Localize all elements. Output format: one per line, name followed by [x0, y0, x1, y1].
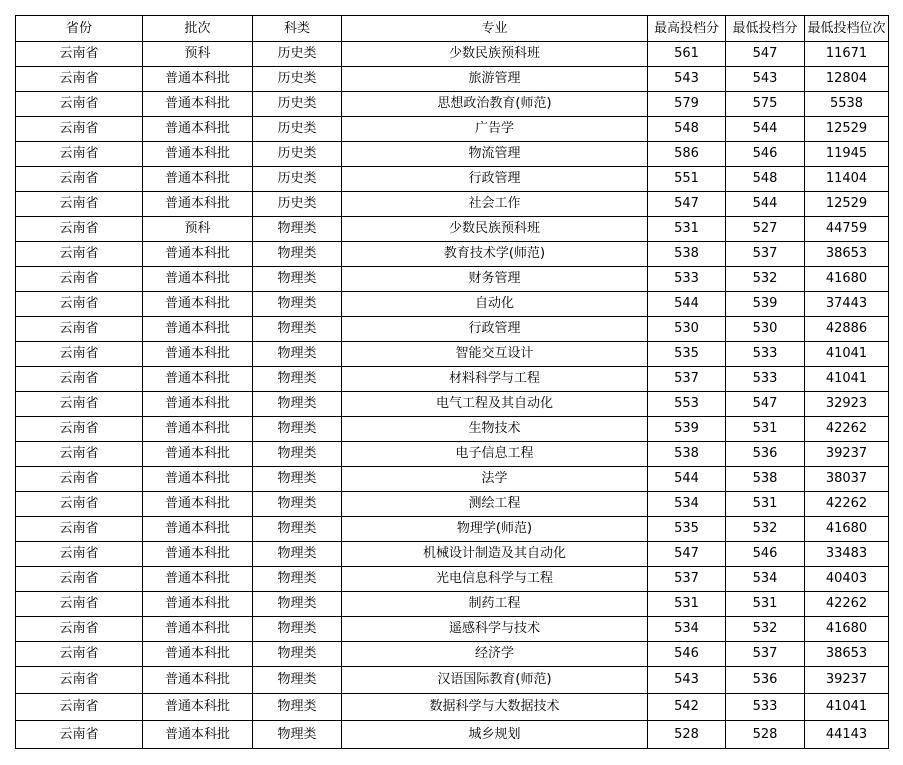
cell-major: 汉语国际教育(师范) — [342, 667, 648, 694]
cell-province: 云南省 — [16, 642, 143, 667]
cell-category: 历史类 — [253, 192, 342, 217]
cell-category: 物理类 — [253, 442, 342, 467]
table-row — [16, 192, 889, 217]
cell-batch: 普通本科批 — [143, 292, 253, 317]
cell-major: 行政管理 — [342, 317, 648, 342]
cell-min-rank: 37443 — [805, 292, 889, 317]
cell-min-score: 537 — [726, 642, 805, 667]
cell-province: 云南省 — [16, 492, 143, 517]
cell-province: 云南省 — [16, 192, 143, 217]
cell-province: 云南省 — [16, 617, 143, 642]
cell-max-score: 537 — [648, 367, 726, 392]
cell-province: 云南省 — [16, 342, 143, 367]
cell-max-score: 543 — [648, 667, 726, 694]
cell-min-rank: 42886 — [805, 317, 889, 342]
cell-major: 思想政治教育(师范) — [342, 92, 648, 117]
table-row — [16, 442, 889, 467]
cell-category: 物理类 — [253, 292, 342, 317]
cell-max-score: 548 — [648, 117, 726, 142]
cell-major: 光电信息科学与工程 — [342, 567, 648, 592]
cell-max-score: 579 — [648, 92, 726, 117]
cell-major: 旅游管理 — [342, 67, 648, 92]
cell-province: 云南省 — [16, 417, 143, 442]
cell-max-score: 553 — [648, 392, 726, 417]
cell-min-score: 531 — [726, 492, 805, 517]
cell-max-score: 538 — [648, 242, 726, 267]
cell-major: 自动化 — [342, 292, 648, 317]
cell-min-score: 544 — [726, 117, 805, 142]
cell-min-score: 547 — [726, 42, 805, 67]
cell-batch: 普通本科批 — [143, 617, 253, 642]
cell-min-rank: 39237 — [805, 667, 889, 694]
cell-min-rank: 12804 — [805, 67, 889, 92]
cell-min-score: 538 — [726, 467, 805, 492]
cell-min-rank: 38037 — [805, 467, 889, 492]
cell-min-score: 532 — [726, 267, 805, 292]
cell-province: 云南省 — [16, 217, 143, 242]
cell-min-rank: 44759 — [805, 217, 889, 242]
cell-category: 物理类 — [253, 317, 342, 342]
cell-min-score: 575 — [726, 92, 805, 117]
cell-batch: 普通本科批 — [143, 694, 253, 721]
cell-major: 财务管理 — [342, 267, 648, 292]
cell-min-score: 544 — [726, 192, 805, 217]
cell-major: 广告学 — [342, 117, 648, 142]
cell-province: 云南省 — [16, 42, 143, 67]
cell-major: 教育技术学(师范) — [342, 242, 648, 267]
cell-category: 历史类 — [253, 142, 342, 167]
cell-batch: 普通本科批 — [143, 342, 253, 367]
cell-min-score: 548 — [726, 167, 805, 192]
cell-batch: 普通本科批 — [143, 242, 253, 267]
cell-max-score: 547 — [648, 192, 726, 217]
cell-min-score: 533 — [726, 694, 805, 721]
cell-province: 云南省 — [16, 442, 143, 467]
cell-category: 物理类 — [253, 342, 342, 367]
cell-province: 云南省 — [16, 542, 143, 567]
cell-batch: 普通本科批 — [143, 317, 253, 342]
cell-category: 历史类 — [253, 92, 342, 117]
table-row — [16, 342, 889, 367]
cell-min-score: 527 — [726, 217, 805, 242]
cell-min-score: 536 — [726, 667, 805, 694]
cell-province: 云南省 — [16, 592, 143, 617]
cell-major: 测绘工程 — [342, 492, 648, 517]
cell-min-score: 533 — [726, 342, 805, 367]
cell-province: 云南省 — [16, 167, 143, 192]
cell-min-score: 532 — [726, 517, 805, 542]
cell-min-score: 536 — [726, 442, 805, 467]
cell-major: 物理学(师范) — [342, 517, 648, 542]
cell-max-score: 543 — [648, 67, 726, 92]
cell-batch: 普通本科批 — [143, 667, 253, 694]
table-row — [16, 367, 889, 392]
cell-min-score: 528 — [726, 721, 805, 749]
cell-min-rank: 41680 — [805, 517, 889, 542]
cell-min-score: 537 — [726, 242, 805, 267]
cell-min-rank: 38653 — [805, 642, 889, 667]
cell-batch: 普通本科批 — [143, 492, 253, 517]
cell-min-rank: 11945 — [805, 142, 889, 167]
cell-min-score: 543 — [726, 67, 805, 92]
cell-min-score: 534 — [726, 567, 805, 592]
cell-batch: 普通本科批 — [143, 67, 253, 92]
cell-min-rank: 40403 — [805, 567, 889, 592]
table-row — [16, 92, 889, 117]
cell-category: 物理类 — [253, 517, 342, 542]
cell-max-score: 547 — [648, 542, 726, 567]
cell-province: 云南省 — [16, 317, 143, 342]
cell-category: 历史类 — [253, 117, 342, 142]
cell-province: 云南省 — [16, 694, 143, 721]
cell-major: 机械设计制造及其自动化 — [342, 542, 648, 567]
cell-batch: 预科 — [143, 42, 253, 67]
cell-province: 云南省 — [16, 567, 143, 592]
cell-max-score: 544 — [648, 292, 726, 317]
cell-category: 物理类 — [253, 592, 342, 617]
table-row — [16, 467, 889, 492]
cell-category: 物理类 — [253, 542, 342, 567]
cell-province: 云南省 — [16, 292, 143, 317]
cell-max-score: 546 — [648, 642, 726, 667]
table-row — [16, 617, 889, 642]
cell-major: 少数民族预科班 — [342, 217, 648, 242]
cell-batch: 普通本科批 — [143, 642, 253, 667]
cell-category: 物理类 — [253, 642, 342, 667]
cell-min-rank: 42262 — [805, 592, 889, 617]
cell-category: 物理类 — [253, 392, 342, 417]
cell-category: 物理类 — [253, 467, 342, 492]
cell-category: 物理类 — [253, 217, 342, 242]
cell-batch: 普通本科批 — [143, 542, 253, 567]
cell-major: 数据科学与大数据技术 — [342, 694, 648, 721]
cell-category: 物理类 — [253, 721, 342, 749]
cell-batch: 普通本科批 — [143, 567, 253, 592]
cell-category: 物理类 — [253, 567, 342, 592]
cell-min-score: 547 — [726, 392, 805, 417]
table-row — [16, 417, 889, 442]
cell-major: 少数民族预科班 — [342, 42, 648, 67]
cell-min-rank: 42262 — [805, 417, 889, 442]
cell-major: 制药工程 — [342, 592, 648, 617]
cell-min-rank: 44143 — [805, 721, 889, 749]
cell-min-rank: 12529 — [805, 192, 889, 217]
cell-province: 云南省 — [16, 667, 143, 694]
cell-max-score: 531 — [648, 217, 726, 242]
cell-category: 物理类 — [253, 617, 342, 642]
cell-max-score: 533 — [648, 267, 726, 292]
cell-province: 云南省 — [16, 467, 143, 492]
header-max-score: 最高投档分 — [648, 16, 726, 42]
table-row — [16, 317, 889, 342]
cell-min-rank: 11671 — [805, 42, 889, 67]
cell-max-score: 535 — [648, 342, 726, 367]
cell-major: 电气工程及其自动化 — [342, 392, 648, 417]
table-body — [16, 42, 889, 749]
cell-major: 生物技术 — [342, 417, 648, 442]
cell-min-score: 531 — [726, 417, 805, 442]
cell-category: 历史类 — [253, 67, 342, 92]
table-row — [16, 142, 889, 167]
header-major: 专业 — [342, 16, 648, 42]
cell-min-rank: 32923 — [805, 392, 889, 417]
header-row — [16, 16, 889, 42]
table-row — [16, 242, 889, 267]
cell-batch: 普通本科批 — [143, 442, 253, 467]
cell-category: 物理类 — [253, 367, 342, 392]
table-row — [16, 267, 889, 292]
table-row — [16, 567, 889, 592]
cell-province: 云南省 — [16, 367, 143, 392]
cell-province: 云南省 — [16, 117, 143, 142]
table-row — [16, 694, 889, 721]
table-row — [16, 642, 889, 667]
table-row — [16, 392, 889, 417]
table-row — [16, 667, 889, 694]
cell-max-score: 534 — [648, 617, 726, 642]
cell-batch: 普通本科批 — [143, 417, 253, 442]
cell-batch: 普通本科批 — [143, 117, 253, 142]
cell-min-score: 531 — [726, 592, 805, 617]
cell-batch: 普通本科批 — [143, 467, 253, 492]
table-row — [16, 492, 889, 517]
cell-min-rank: 42262 — [805, 492, 889, 517]
cell-batch: 普通本科批 — [143, 367, 253, 392]
cell-batch: 普通本科批 — [143, 92, 253, 117]
cell-major: 电子信息工程 — [342, 442, 648, 467]
cell-min-rank: 39237 — [805, 442, 889, 467]
cell-max-score: 561 — [648, 42, 726, 67]
cell-max-score: 537 — [648, 567, 726, 592]
cell-max-score: 530 — [648, 317, 726, 342]
cell-province: 云南省 — [16, 67, 143, 92]
cell-min-score: 530 — [726, 317, 805, 342]
cell-min-rank: 38653 — [805, 242, 889, 267]
table-row — [16, 517, 889, 542]
cell-min-rank: 41680 — [805, 617, 889, 642]
cell-max-score: 586 — [648, 142, 726, 167]
cell-batch: 预科 — [143, 217, 253, 242]
header-batch: 批次 — [143, 16, 253, 42]
cell-batch: 普通本科批 — [143, 392, 253, 417]
cell-major: 社会工作 — [342, 192, 648, 217]
cell-province: 云南省 — [16, 517, 143, 542]
cell-major: 智能交互设计 — [342, 342, 648, 367]
cell-category: 物理类 — [253, 694, 342, 721]
cell-max-score: 535 — [648, 517, 726, 542]
cell-major: 遥感科学与技术 — [342, 617, 648, 642]
cell-max-score: 542 — [648, 694, 726, 721]
cell-min-rank: 41041 — [805, 367, 889, 392]
cell-category: 历史类 — [253, 167, 342, 192]
header-province: 省份 — [16, 16, 143, 42]
cell-min-score: 532 — [726, 617, 805, 642]
cell-category: 物理类 — [253, 667, 342, 694]
cell-min-score: 533 — [726, 367, 805, 392]
cell-min-rank: 5538 — [805, 92, 889, 117]
cell-batch: 普通本科批 — [143, 517, 253, 542]
cell-batch: 普通本科批 — [143, 267, 253, 292]
cell-major: 材料科学与工程 — [342, 367, 648, 392]
table-row — [16, 292, 889, 317]
table-row — [16, 167, 889, 192]
cell-category: 物理类 — [253, 492, 342, 517]
cell-min-rank: 11404 — [805, 167, 889, 192]
cell-max-score: 538 — [648, 442, 726, 467]
table-row — [16, 217, 889, 242]
admission-scores-table — [15, 15, 889, 749]
cell-min-rank: 12529 — [805, 117, 889, 142]
cell-max-score: 528 — [648, 721, 726, 749]
cell-max-score: 544 — [648, 467, 726, 492]
cell-batch: 普通本科批 — [143, 192, 253, 217]
cell-min-rank: 41041 — [805, 342, 889, 367]
cell-min-rank: 33483 — [805, 542, 889, 567]
header-min-rank: 最低投档位次 — [805, 16, 889, 42]
cell-major: 法学 — [342, 467, 648, 492]
table-row — [16, 67, 889, 92]
table-row — [16, 721, 889, 749]
table-row — [16, 542, 889, 567]
cell-min-rank: 41041 — [805, 694, 889, 721]
table-row — [16, 117, 889, 142]
cell-province: 云南省 — [16, 142, 143, 167]
cell-province: 云南省 — [16, 242, 143, 267]
cell-batch: 普通本科批 — [143, 167, 253, 192]
cell-max-score: 534 — [648, 492, 726, 517]
cell-province: 云南省 — [16, 392, 143, 417]
cell-min-score: 546 — [726, 542, 805, 567]
cell-max-score: 531 — [648, 592, 726, 617]
cell-max-score: 551 — [648, 167, 726, 192]
cell-min-rank: 41680 — [805, 267, 889, 292]
header-min-score: 最低投档分 — [726, 16, 805, 42]
cell-province: 云南省 — [16, 721, 143, 749]
cell-min-score: 546 — [726, 142, 805, 167]
cell-batch: 普通本科批 — [143, 142, 253, 167]
cell-batch: 普通本科批 — [143, 592, 253, 617]
cell-province: 云南省 — [16, 267, 143, 292]
cell-province: 云南省 — [16, 92, 143, 117]
cell-category: 物理类 — [253, 417, 342, 442]
header-category: 科类 — [253, 16, 342, 42]
table-row — [16, 592, 889, 617]
cell-min-score: 539 — [726, 292, 805, 317]
cell-max-score: 539 — [648, 417, 726, 442]
cell-major: 行政管理 — [342, 167, 648, 192]
cell-major: 城乡规划 — [342, 721, 648, 749]
cell-major: 物流管理 — [342, 142, 648, 167]
admission-scores-sheet — [15, 15, 889, 749]
table-row — [16, 42, 889, 67]
cell-category: 历史类 — [253, 42, 342, 67]
cell-major: 经济学 — [342, 642, 648, 667]
cell-category: 物理类 — [253, 267, 342, 292]
cell-batch: 普通本科批 — [143, 721, 253, 749]
table-header — [16, 16, 889, 42]
cell-category: 物理类 — [253, 242, 342, 267]
